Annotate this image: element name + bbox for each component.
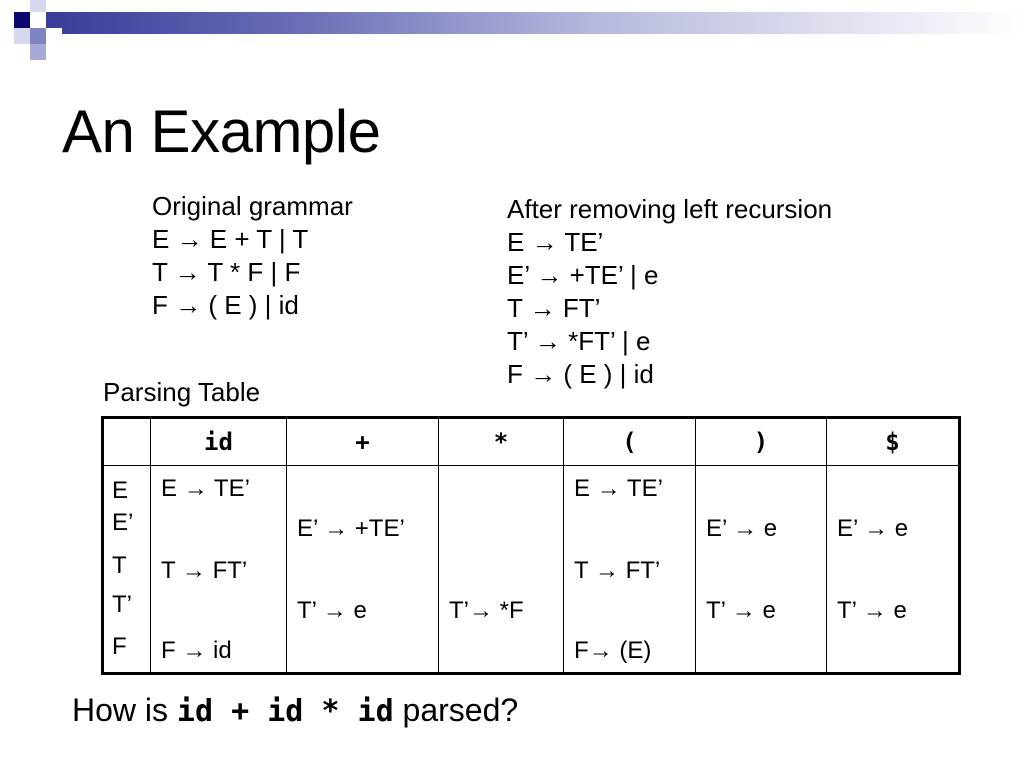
header-decoration	[0, 0, 1024, 60]
original-grammar-heading: Original grammar	[152, 191, 353, 221]
table-entry: T’ → e	[297, 597, 367, 624]
table-entry: T’ → e	[706, 597, 776, 624]
table-column-plus	[287, 466, 439, 674]
deco-square	[46, 12, 62, 28]
table-column-lparen	[564, 466, 696, 674]
nonterminal-column	[103, 466, 151, 674]
table-entry: T → FT’	[161, 557, 248, 584]
grammar-rule: T → FT’	[507, 293, 601, 323]
table-header-cell: +	[287, 418, 439, 466]
parsing-table	[101, 416, 961, 675]
grammar-rule: F → ( E ) | id	[507, 359, 654, 389]
table-entry: T’ → e	[837, 597, 907, 624]
nonterminal-label: E’	[112, 509, 134, 536]
nonterminal-label: E	[112, 477, 129, 504]
table-header-cell: *	[439, 418, 564, 466]
deco-square	[30, 0, 46, 12]
question-prefix: How is	[72, 692, 177, 728]
table-column-rparen	[696, 466, 827, 674]
parsing-table-label: Parsing Table	[103, 377, 261, 407]
header-gradient-bar	[62, 12, 1024, 34]
deco-square	[30, 28, 46, 44]
table-header-cell: (	[564, 418, 696, 466]
grammar-rule: E → E + T | T	[152, 224, 309, 254]
table-entry: E’ → e	[706, 515, 778, 542]
grammar-rule: T → T * F | F	[152, 257, 301, 287]
question-suffix: parsed?	[393, 692, 519, 728]
question-text	[72, 690, 518, 732]
table-column-dollar	[827, 466, 960, 674]
grammar-rule: T’ → *FT’ | e	[507, 326, 651, 356]
table-entry: F→ (E)	[574, 637, 652, 664]
grammar-rule: E → TE’	[507, 227, 604, 257]
nonterminal-label: T	[112, 552, 127, 579]
nonterminal-label: T’	[112, 591, 132, 618]
slide-title: An Example	[62, 98, 381, 165]
deco-square	[30, 44, 46, 60]
transformed-grammar-heading: After removing left recursion	[507, 194, 833, 224]
table-header-cell: $	[827, 418, 960, 466]
grammar-rule: E’ → +TE’ | e	[507, 260, 659, 290]
grammar-rule: F → ( E ) | id	[152, 290, 299, 320]
table-header-cell	[103, 418, 151, 466]
table-entry: E → TE’	[574, 475, 663, 502]
transformed-grammar	[507, 193, 832, 391]
table-entry: T → FT’	[574, 557, 661, 584]
original-grammar	[152, 190, 353, 322]
deco-square	[14, 12, 30, 28]
nonterminal-label: F	[112, 633, 127, 660]
table-row	[103, 466, 960, 674]
table-column-id	[151, 466, 287, 674]
question-input-string: id + id * id	[176, 694, 394, 729]
table-column-star	[439, 466, 564, 674]
table-entry: E’ → e	[837, 515, 909, 542]
table-entry: E → TE’	[161, 475, 250, 502]
table-header-cell: id	[151, 418, 287, 466]
table-header-row	[103, 418, 960, 466]
table-entry: T’→ *F	[449, 597, 524, 624]
table-entry: E’ → +TE’	[297, 515, 405, 542]
table-entry: F → id	[161, 637, 232, 664]
deco-square	[14, 28, 30, 44]
table-header-cell: )	[696, 418, 827, 466]
